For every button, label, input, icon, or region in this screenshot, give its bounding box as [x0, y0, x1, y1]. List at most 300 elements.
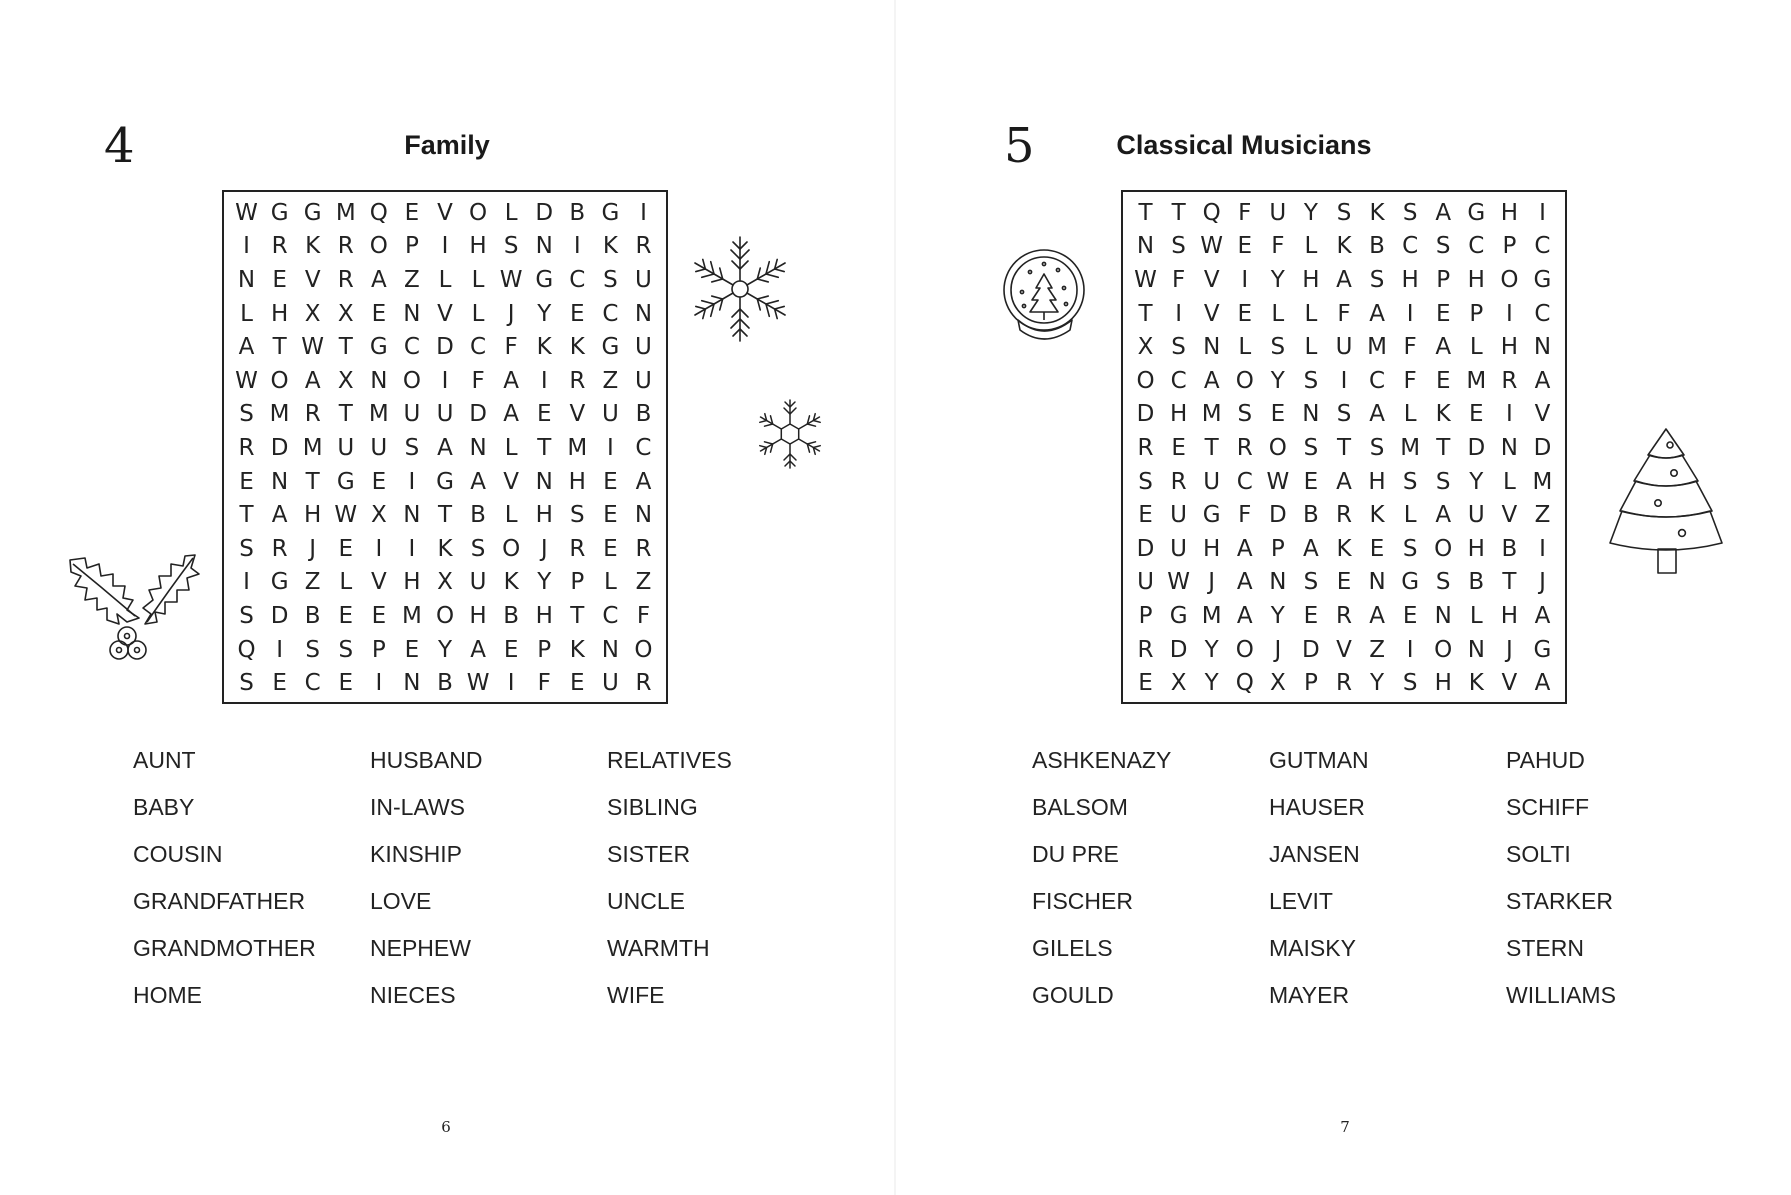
grid-letter[interactable]: V: [1203, 300, 1220, 327]
grid-letter[interactable]: R: [635, 535, 652, 562]
grid-letter[interactable]: N: [1533, 334, 1552, 361]
grid-letter[interactable]: S: [1336, 401, 1352, 428]
grid-letter[interactable]: B: [1501, 535, 1518, 562]
grid-letter[interactable]: G: [1533, 266, 1552, 293]
grid-letter[interactable]: G: [1202, 502, 1221, 529]
grid-letter[interactable]: W: [499, 266, 523, 293]
grid-letter[interactable]: E: [371, 602, 387, 629]
grid-letter[interactable]: J: [309, 535, 317, 562]
grid-letter[interactable]: B: [437, 670, 453, 697]
grid-letter[interactable]: H: [1500, 334, 1519, 361]
grid-letter[interactable]: S: [1336, 199, 1352, 226]
grid-letter[interactable]: I: [1505, 300, 1513, 327]
grid-letter[interactable]: F: [1238, 199, 1252, 226]
grid-letter[interactable]: Y: [1469, 468, 1484, 495]
grid-letter[interactable]: P: [570, 569, 585, 596]
grid-letter[interactable]: V: [370, 569, 387, 596]
grid-letter[interactable]: L: [1502, 468, 1516, 495]
grid-letter[interactable]: M: [302, 434, 323, 461]
grid-letter[interactable]: H: [304, 502, 322, 529]
grid-letter[interactable]: I: [606, 434, 614, 461]
grid-letter[interactable]: O: [1268, 434, 1287, 461]
grid-letter[interactable]: H: [535, 502, 553, 529]
grid-letter[interactable]: X: [304, 300, 321, 327]
grid-letter[interactable]: Y: [537, 300, 552, 327]
grid-letter[interactable]: W: [1200, 233, 1224, 260]
grid-letter[interactable]: N: [1302, 401, 1320, 428]
grid-letter[interactable]: Y: [1204, 670, 1219, 697]
grid-letter[interactable]: B: [635, 401, 652, 428]
grid-letter[interactable]: S: [570, 502, 585, 529]
grid-letter[interactable]: E: [536, 401, 552, 428]
grid-letter[interactable]: H: [1434, 670, 1452, 697]
grid-letter[interactable]: M: [1466, 367, 1487, 394]
grid-letter[interactable]: C: [1170, 367, 1187, 394]
grid-letter[interactable]: S: [239, 670, 254, 697]
grid-letter[interactable]: K: [569, 334, 585, 361]
grid-letter[interactable]: H: [535, 602, 553, 629]
grid-letter[interactable]: U: [1467, 502, 1485, 529]
grid-letter[interactable]: N: [1467, 636, 1485, 663]
grid-letter[interactable]: O: [1235, 367, 1254, 394]
grid-letter[interactable]: O: [270, 367, 289, 394]
grid-letter[interactable]: E: [338, 602, 354, 629]
grid-letter[interactable]: E: [1138, 502, 1153, 529]
grid-letter[interactable]: G: [601, 334, 620, 361]
grid-letter[interactable]: E: [239, 468, 254, 495]
grid-letter[interactable]: C: [470, 334, 487, 361]
grid-letter[interactable]: Y: [1303, 199, 1318, 226]
grid-letter[interactable]: H: [1467, 266, 1485, 293]
grid-letter[interactable]: U: [1170, 535, 1188, 562]
grid-letter[interactable]: G: [303, 199, 322, 226]
grid-letter[interactable]: E: [1303, 602, 1319, 629]
grid-letter[interactable]: E: [1237, 300, 1253, 327]
grid-letter[interactable]: X: [337, 367, 354, 394]
grid-letter[interactable]: E: [1303, 468, 1319, 495]
grid-letter[interactable]: M: [567, 434, 588, 461]
grid-letter[interactable]: D: [1467, 434, 1486, 461]
grid-letter[interactable]: A: [1369, 300, 1385, 327]
grid-letter[interactable]: U: [1170, 502, 1188, 529]
grid-letter[interactable]: C: [1369, 367, 1386, 394]
grid-letter[interactable]: V: [1203, 266, 1220, 293]
grid-letter[interactable]: F: [471, 367, 485, 394]
grid-letter[interactable]: G: [336, 468, 355, 495]
grid-letter[interactable]: H: [1401, 266, 1419, 293]
grid-letter[interactable]: C: [1236, 468, 1253, 495]
grid-letter[interactable]: A: [1303, 535, 1319, 562]
grid-letter[interactable]: O: [435, 602, 455, 629]
grid-letter[interactable]: H: [1500, 199, 1519, 226]
grid-letter[interactable]: N: [634, 502, 653, 529]
grid-letter[interactable]: I: [1340, 367, 1348, 394]
grid-letter[interactable]: O: [369, 233, 388, 260]
grid-letter[interactable]: X: [1137, 334, 1154, 361]
grid-letter[interactable]: A: [271, 502, 288, 529]
grid-letter[interactable]: R: [1501, 367, 1518, 394]
grid-letter[interactable]: U: [601, 670, 619, 697]
grid-letter[interactable]: S: [239, 602, 254, 629]
grid-letter[interactable]: H: [1500, 602, 1519, 629]
grid-letter[interactable]: K: [1336, 535, 1352, 562]
grid-letter[interactable]: S: [1435, 569, 1451, 596]
grid-letter[interactable]: U: [635, 367, 652, 394]
grid-letter[interactable]: K: [503, 569, 519, 596]
grid-letter[interactable]: X: [337, 300, 354, 327]
grid-letter[interactable]: A: [1203, 367, 1220, 394]
grid-letter[interactable]: K: [536, 334, 552, 361]
grid-letter[interactable]: V: [1534, 401, 1551, 428]
grid-letter[interactable]: S: [305, 636, 320, 663]
grid-letter[interactable]: A: [370, 266, 387, 293]
grid-letter[interactable]: N: [237, 266, 256, 293]
grid-letter[interactable]: W: [235, 199, 258, 226]
grid-letter[interactable]: Y: [1270, 266, 1285, 293]
grid-letter[interactable]: T: [437, 502, 453, 529]
grid-letter[interactable]: M: [1400, 434, 1421, 461]
grid-letter[interactable]: R: [337, 266, 354, 293]
grid-letter[interactable]: L: [504, 434, 518, 461]
grid-letter[interactable]: I: [276, 636, 283, 663]
grid-letter[interactable]: S: [1303, 569, 1319, 596]
grid-letter[interactable]: R: [304, 401, 321, 428]
grid-letter[interactable]: E: [404, 199, 420, 226]
grid-letter[interactable]: G: [1533, 636, 1552, 663]
grid-letter[interactable]: P: [1469, 300, 1484, 327]
grid-letter[interactable]: S: [1138, 468, 1153, 495]
grid-letter[interactable]: I: [1539, 535, 1546, 562]
grid-letter[interactable]: R: [569, 367, 586, 394]
grid-letter[interactable]: I: [243, 569, 250, 596]
grid-letter[interactable]: G: [1169, 602, 1188, 629]
grid-letter[interactable]: U: [337, 434, 355, 461]
grid-letter[interactable]: S: [1237, 401, 1253, 428]
grid-letter[interactable]: R: [1170, 468, 1187, 495]
grid-letter[interactable]: U: [635, 334, 652, 361]
grid-letter[interactable]: D: [1136, 535, 1155, 562]
grid-letter[interactable]: J: [1274, 636, 1282, 663]
grid-letter[interactable]: S: [1435, 468, 1451, 495]
grid-letter[interactable]: H: [568, 468, 586, 495]
grid-letter[interactable]: G: [1401, 569, 1420, 596]
grid-letter[interactable]: J: [1539, 569, 1546, 596]
grid-letter[interactable]: X: [370, 502, 387, 529]
grid-letter[interactable]: D: [270, 434, 289, 461]
grid-letter[interactable]: H: [1169, 401, 1188, 428]
grid-letter[interactable]: S: [1402, 535, 1418, 562]
grid-letter[interactable]: U: [1335, 334, 1353, 361]
grid-letter[interactable]: V: [437, 199, 453, 226]
grid-letter[interactable]: A: [1435, 502, 1452, 529]
grid-letter[interactable]: O: [1434, 535, 1453, 562]
grid-letter[interactable]: Z: [1369, 636, 1385, 663]
grid-letter[interactable]: N: [1136, 233, 1155, 260]
grid-letter[interactable]: S: [1402, 468, 1418, 495]
grid-letter[interactable]: M: [401, 602, 422, 629]
grid-letter[interactable]: V: [304, 266, 321, 293]
grid-letter[interactable]: R: [569, 535, 586, 562]
grid-letter[interactable]: I: [540, 367, 548, 394]
grid-letter[interactable]: D: [1302, 636, 1320, 663]
grid-letter[interactable]: N: [370, 367, 388, 394]
grid-letter[interactable]: P: [1303, 670, 1318, 697]
grid-letter[interactable]: Y: [537, 569, 552, 596]
grid-letter[interactable]: S: [338, 636, 354, 663]
grid-letter[interactable]: I: [1241, 266, 1249, 293]
grid-letter[interactable]: R: [271, 233, 288, 260]
grid-letter[interactable]: C: [635, 434, 652, 461]
grid-letter[interactable]: L: [1304, 300, 1318, 327]
grid-letter[interactable]: C: [1534, 233, 1551, 260]
grid-letter[interactable]: L: [1469, 602, 1483, 629]
grid-letter[interactable]: T: [1436, 434, 1451, 461]
grid-letter[interactable]: N: [1203, 334, 1221, 361]
grid-letter[interactable]: B: [304, 602, 321, 629]
grid-letter[interactable]: A: [1435, 334, 1452, 361]
grid-letter[interactable]: K: [305, 233, 321, 260]
grid-letter[interactable]: M: [1201, 602, 1222, 629]
grid-letter[interactable]: A: [503, 367, 520, 394]
grid-letter[interactable]: L: [504, 502, 518, 529]
grid-letter[interactable]: Y: [437, 636, 453, 663]
grid-letter[interactable]: D: [1169, 636, 1188, 663]
grid-letter[interactable]: R: [1236, 434, 1253, 461]
grid-letter[interactable]: U: [1269, 199, 1287, 226]
grid-letter[interactable]: W: [334, 502, 358, 529]
grid-letter[interactable]: H: [1368, 468, 1386, 495]
grid-letter[interactable]: I: [640, 199, 647, 226]
grid-letter[interactable]: U: [370, 434, 388, 461]
grid-letter[interactable]: B: [1303, 502, 1319, 529]
grid-letter[interactable]: V: [1501, 670, 1518, 697]
grid-letter[interactable]: S: [1435, 233, 1451, 260]
grid-letter[interactable]: U: [403, 401, 421, 428]
grid-letter[interactable]: L: [240, 300, 253, 327]
grid-letter[interactable]: A: [470, 636, 486, 663]
grid-letter[interactable]: T: [305, 468, 320, 495]
grid-letter[interactable]: N: [270, 468, 289, 495]
grid-letter[interactable]: O: [469, 199, 488, 226]
grid-letter[interactable]: J: [540, 535, 548, 562]
grid-letter[interactable]: S: [470, 535, 486, 562]
grid-letter[interactable]: W: [1134, 266, 1157, 293]
grid-letter[interactable]: Z: [304, 569, 321, 596]
grid-letter[interactable]: I: [1539, 199, 1546, 226]
grid-letter[interactable]: G: [1467, 199, 1486, 226]
grid-letter[interactable]: E: [1336, 569, 1352, 596]
grid-letter[interactable]: I: [243, 233, 250, 260]
grid-letter[interactable]: Y: [1370, 670, 1385, 697]
grid-letter[interactable]: N: [535, 233, 553, 260]
grid-letter[interactable]: R: [238, 434, 255, 461]
grid-letter[interactable]: T: [272, 334, 287, 361]
grid-letter[interactable]: A: [238, 334, 255, 361]
grid-letter[interactable]: T: [1138, 199, 1153, 226]
grid-letter[interactable]: A: [1534, 602, 1551, 629]
grid-letter[interactable]: Y: [1204, 636, 1219, 663]
grid-letter[interactable]: E: [338, 535, 354, 562]
grid-letter[interactable]: N: [1269, 569, 1287, 596]
grid-letter[interactable]: W: [1266, 468, 1290, 495]
grid-letter[interactable]: I: [1406, 300, 1414, 327]
grid-letter[interactable]: R: [1137, 434, 1154, 461]
grid-letter[interactable]: T: [537, 434, 552, 461]
grid-letter[interactable]: M: [1532, 468, 1553, 495]
grid-letter[interactable]: H: [1203, 535, 1221, 562]
grid-letter[interactable]: O: [1235, 636, 1254, 663]
grid-letter[interactable]: H: [403, 569, 421, 596]
grid-letter[interactable]: A: [1369, 602, 1385, 629]
grid-letter[interactable]: U: [469, 569, 487, 596]
grid-letter[interactable]: B: [503, 602, 520, 629]
grid-letter[interactable]: L: [471, 266, 485, 293]
grid-letter[interactable]: H: [1302, 266, 1320, 293]
grid-letter[interactable]: E: [371, 468, 387, 495]
grid-letter[interactable]: R: [337, 233, 354, 260]
grid-letter[interactable]: O: [1136, 367, 1155, 394]
grid-letter[interactable]: U: [601, 401, 619, 428]
grid-letter[interactable]: D: [535, 199, 554, 226]
grid-letter[interactable]: A: [470, 468, 486, 495]
grid-letter[interactable]: O: [634, 636, 653, 663]
grid-letter[interactable]: L: [339, 569, 353, 596]
grid-letter[interactable]: L: [1238, 334, 1252, 361]
grid-letter[interactable]: S: [1402, 670, 1418, 697]
grid-letter[interactable]: G: [270, 569, 289, 596]
grid-letter[interactable]: W: [235, 367, 258, 394]
grid-letter[interactable]: H: [469, 602, 487, 629]
grid-letter[interactable]: I: [507, 670, 515, 697]
grid-letter[interactable]: S: [1369, 266, 1385, 293]
grid-letter[interactable]: Z: [1534, 502, 1551, 529]
grid-letter[interactable]: J: [1505, 636, 1513, 663]
grid-letter[interactable]: Q: [1202, 199, 1221, 226]
grid-letter[interactable]: L: [438, 266, 452, 293]
grid-letter[interactable]: P: [404, 233, 419, 260]
grid-letter[interactable]: L: [1403, 502, 1417, 529]
grid-letter[interactable]: C: [1534, 300, 1551, 327]
grid-letter[interactable]: T: [1138, 300, 1153, 327]
grid-letter[interactable]: W: [1167, 569, 1190, 596]
grid-letter[interactable]: R: [1336, 670, 1352, 697]
grid-letter[interactable]: C: [403, 334, 420, 361]
grid-letter[interactable]: L: [1469, 334, 1483, 361]
grid-letter[interactable]: T: [1336, 434, 1352, 461]
grid-letter[interactable]: V: [569, 401, 586, 428]
grid-letter[interactable]: S: [239, 535, 254, 562]
grid-letter[interactable]: V: [503, 468, 520, 495]
grid-letter[interactable]: B: [1369, 233, 1385, 260]
grid-letter[interactable]: B: [470, 502, 486, 529]
grid-letter[interactable]: Z: [404, 266, 420, 293]
grid-letter[interactable]: H: [270, 300, 289, 327]
grid-letter[interactable]: Q: [369, 199, 388, 226]
grid-letter[interactable]: E: [1138, 670, 1153, 697]
grid-letter[interactable]: C: [1468, 233, 1485, 260]
grid-letter[interactable]: A: [1534, 670, 1551, 697]
grid-letter[interactable]: S: [1303, 367, 1319, 394]
grid-letter[interactable]: K: [1468, 670, 1484, 697]
grid-letter[interactable]: E: [603, 468, 618, 495]
grid-letter[interactable]: D: [469, 401, 487, 428]
grid-letter[interactable]: O: [402, 367, 421, 394]
grid-letter[interactable]: U: [1203, 468, 1221, 495]
grid-letter[interactable]: O: [1500, 266, 1519, 293]
grid-letter[interactable]: X: [1170, 670, 1187, 697]
grid-letter[interactable]: E: [603, 502, 618, 529]
grid-letter[interactable]: Z: [635, 569, 652, 596]
grid-letter[interactable]: P: [537, 636, 552, 663]
grid-letter[interactable]: T: [338, 401, 353, 428]
grid-letter[interactable]: G: [369, 334, 388, 361]
grid-letter[interactable]: R: [635, 233, 652, 260]
grid-letter[interactable]: E: [503, 636, 519, 663]
grid-letter[interactable]: G: [535, 266, 554, 293]
grid-letter[interactable]: C: [569, 266, 586, 293]
grid-letter[interactable]: R: [1137, 636, 1154, 663]
grid-letter[interactable]: M: [269, 401, 290, 428]
grid-letter[interactable]: R: [635, 670, 652, 697]
grid-letter[interactable]: S: [503, 233, 519, 260]
grid-letter[interactable]: N: [1500, 434, 1518, 461]
grid-letter[interactable]: N: [469, 434, 487, 461]
grid-letter[interactable]: E: [1435, 367, 1451, 394]
grid-letter[interactable]: L: [603, 569, 617, 596]
grid-letter[interactable]: A: [1369, 401, 1385, 428]
grid-letter[interactable]: A: [1534, 367, 1551, 394]
grid-letter[interactable]: F: [1171, 266, 1186, 293]
grid-letter[interactable]: D: [1533, 434, 1552, 461]
grid-letter[interactable]: N: [403, 502, 421, 529]
grid-letter[interactable]: A: [1236, 569, 1253, 596]
grid-letter[interactable]: D: [1136, 401, 1155, 428]
grid-letter[interactable]: A: [503, 401, 520, 428]
grid-letter[interactable]: N: [1434, 602, 1452, 629]
grid-letter[interactable]: K: [1336, 233, 1352, 260]
grid-letter[interactable]: S: [404, 434, 420, 461]
grid-letter[interactable]: S: [239, 401, 254, 428]
grid-letter[interactable]: S: [1303, 434, 1319, 461]
grid-letter[interactable]: T: [1171, 199, 1186, 226]
grid-letter[interactable]: B: [1468, 569, 1485, 596]
grid-letter[interactable]: E: [603, 535, 618, 562]
grid-letter[interactable]: E: [1402, 602, 1418, 629]
grid-letter[interactable]: F: [1403, 367, 1417, 394]
grid-letter[interactable]: A: [1236, 535, 1253, 562]
grid-letter[interactable]: F: [1337, 300, 1351, 327]
grid-letter[interactable]: I: [1406, 636, 1414, 663]
grid-letter[interactable]: I: [408, 468, 416, 495]
grid-letter[interactable]: N: [1368, 569, 1386, 596]
grid-letter[interactable]: P: [1270, 535, 1285, 562]
grid-letter[interactable]: G: [270, 199, 289, 226]
grid-letter[interactable]: T: [338, 334, 353, 361]
grid-letter[interactable]: A: [304, 367, 321, 394]
grid-letter[interactable]: V: [1501, 502, 1518, 529]
grid-letter[interactable]: O: [1434, 636, 1453, 663]
grid-letter[interactable]: N: [601, 636, 619, 663]
grid-letter[interactable]: C: [602, 300, 619, 327]
grid-letter[interactable]: A: [1336, 468, 1352, 495]
grid-letter[interactable]: K: [1435, 401, 1451, 428]
grid-letter[interactable]: D: [1268, 502, 1287, 529]
grid-letter[interactable]: S: [1402, 199, 1418, 226]
grid-letter[interactable]: I: [441, 367, 449, 394]
grid-letter[interactable]: K: [1369, 199, 1385, 226]
grid-letter[interactable]: E: [1369, 535, 1385, 562]
grid-letter[interactable]: D: [270, 602, 289, 629]
